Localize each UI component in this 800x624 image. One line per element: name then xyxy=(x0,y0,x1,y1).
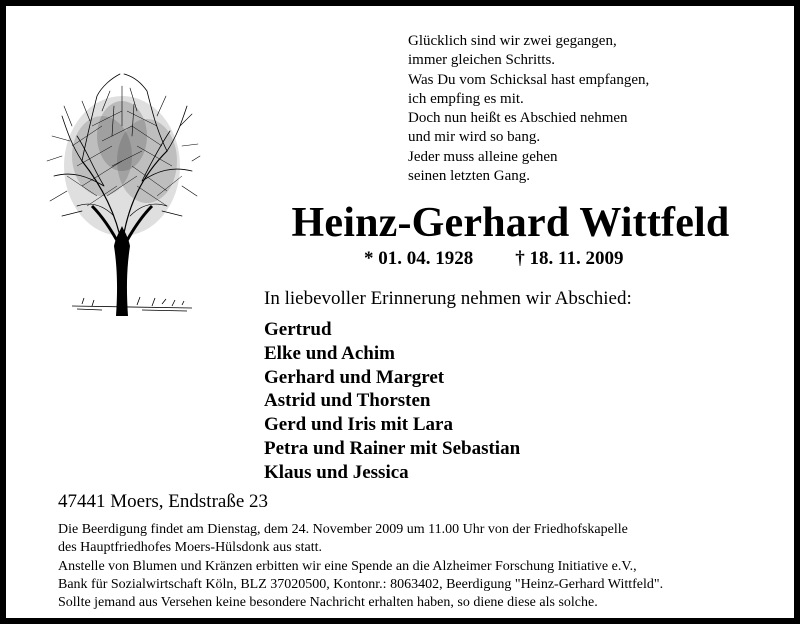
poem-line: Doch nun heißt es Abschied nehmen xyxy=(408,110,628,127)
funeral-details xyxy=(58,521,663,612)
poem-line: seinen letzten Gang. xyxy=(408,168,531,185)
details-line: Bank für Sozialwirtschaft Köln, BLZ 37020500, Kontonr.: 8063402, Beerdigung "Heinz-Gerhard Wittfeld". xyxy=(58,576,664,592)
mourner: Gerd und Iris mit Lara xyxy=(264,414,453,436)
details-line: des Hauptfriedhofes Moers-Hülsdonk aus statt. xyxy=(58,540,323,556)
poem-line: Glücklich sind wir zwei gegangen, xyxy=(408,33,617,49)
death-date: † 18. 11. 2009 xyxy=(515,248,624,269)
poem xyxy=(408,32,649,186)
farewell-intro: In liebevoller Erinnerung nehmen wir Abschied: xyxy=(264,288,632,309)
poem-line: und mir wird so bang. xyxy=(408,129,541,146)
poem-line: immer gleichen Schritts. xyxy=(408,52,556,69)
details-line: Sollte jemand aus Versehen keine besondere Nachricht erhalten haben, so diene diese als solche. xyxy=(58,595,598,611)
mourner: Gertrud xyxy=(264,319,332,340)
details-line: Die Beerdigung findet am Dienstag, dem 24. November 2009 um 11.00 Uhr von der Friedhofskapelle xyxy=(58,522,628,537)
mourner: Petra und Rainer mit Sebastian xyxy=(264,437,521,459)
details-line: Anstelle von Blumen und Kränzen erbitten wir eine Spende an die Alzheimer Forschung Initiative e.V., xyxy=(58,558,637,574)
poem-line: Was Du vom Schicksal hast empfangen, xyxy=(408,71,650,88)
mourner: Astrid und Thorsten xyxy=(264,390,431,412)
poem-line: ich empfing es mit. xyxy=(408,90,524,107)
deceased-name: Heinz-Gerhard Wittfeld xyxy=(291,200,730,246)
life-dates xyxy=(364,248,623,270)
mourner: Gerhard und Margret xyxy=(264,366,445,388)
mourner: Elke und Achim xyxy=(264,342,395,364)
mourner: Klaus und Jessica xyxy=(264,461,409,483)
family-address: 47441 Moers, Endstraße 23 xyxy=(58,491,269,512)
tree-icon xyxy=(42,66,202,316)
poem-line: Jeder muss alleine gehen xyxy=(408,148,558,165)
mourners-list xyxy=(264,318,520,485)
birth-date: * 01. 04. 1928 xyxy=(364,248,474,269)
